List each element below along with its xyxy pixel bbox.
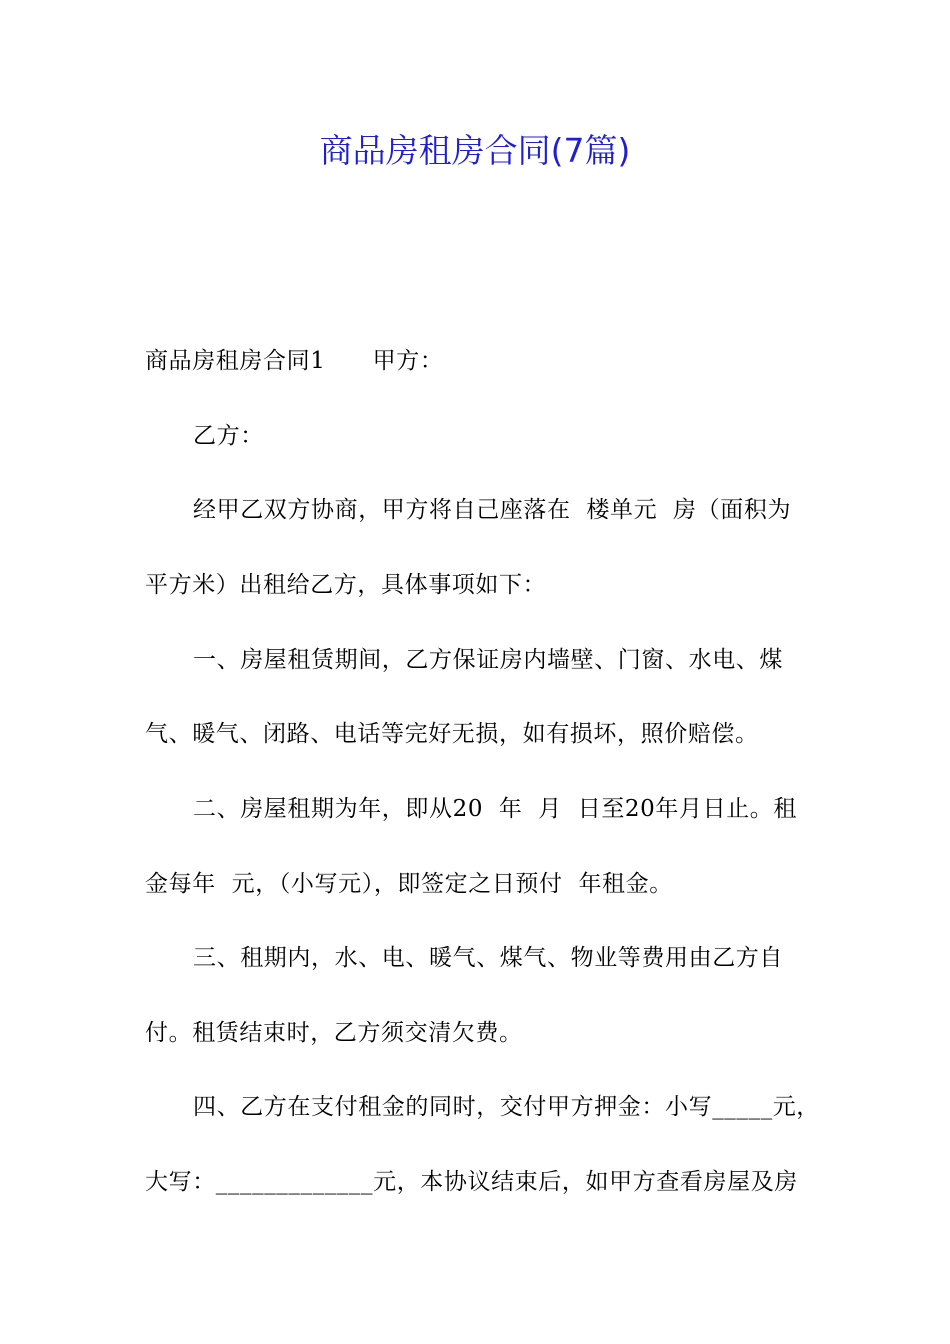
paragraph-line: 经甲乙双方协商，甲方将自己座落在 楼单元 房（面积为 [193, 497, 792, 523]
paragraph-line: 平方米）出租给乙方，具体事项如下： [145, 572, 547, 598]
document-title: 商品房租房合同(7篇) [319, 131, 631, 170]
paragraph-line: 乙方： [193, 423, 264, 449]
paragraph-line: 一、房屋租赁期间，乙方保证房内墙壁、门窗、水电、煤 [193, 647, 783, 673]
paragraph-line: 大写：_____________元，本协议结束后，如甲方查看房屋及房 [145, 1169, 798, 1195]
paragraph-line: 付。租赁结束时，乙方须交清欠费。 [145, 1020, 523, 1046]
paragraph-line: 三、租期内，水、电、暖气、煤气、物业等费用由乙方自 [193, 945, 783, 971]
paragraph-line: 商品房租房合同1 甲方： [145, 348, 444, 374]
paragraph-line: 二、房屋租期为年，即从20 年 月 日至20年月日止。租 [193, 796, 797, 822]
paragraph-line: 四、乙方在支付租金的同时，交付甲方押金：小写_____元， [193, 1094, 820, 1120]
paragraph-line: 金每年 元，（小写元），即签定之日预付 年租金。 [145, 871, 673, 897]
paragraph-line: 气、暖气、闭路、电话等完好无损，如有损坏，照价赔偿。 [145, 721, 759, 747]
